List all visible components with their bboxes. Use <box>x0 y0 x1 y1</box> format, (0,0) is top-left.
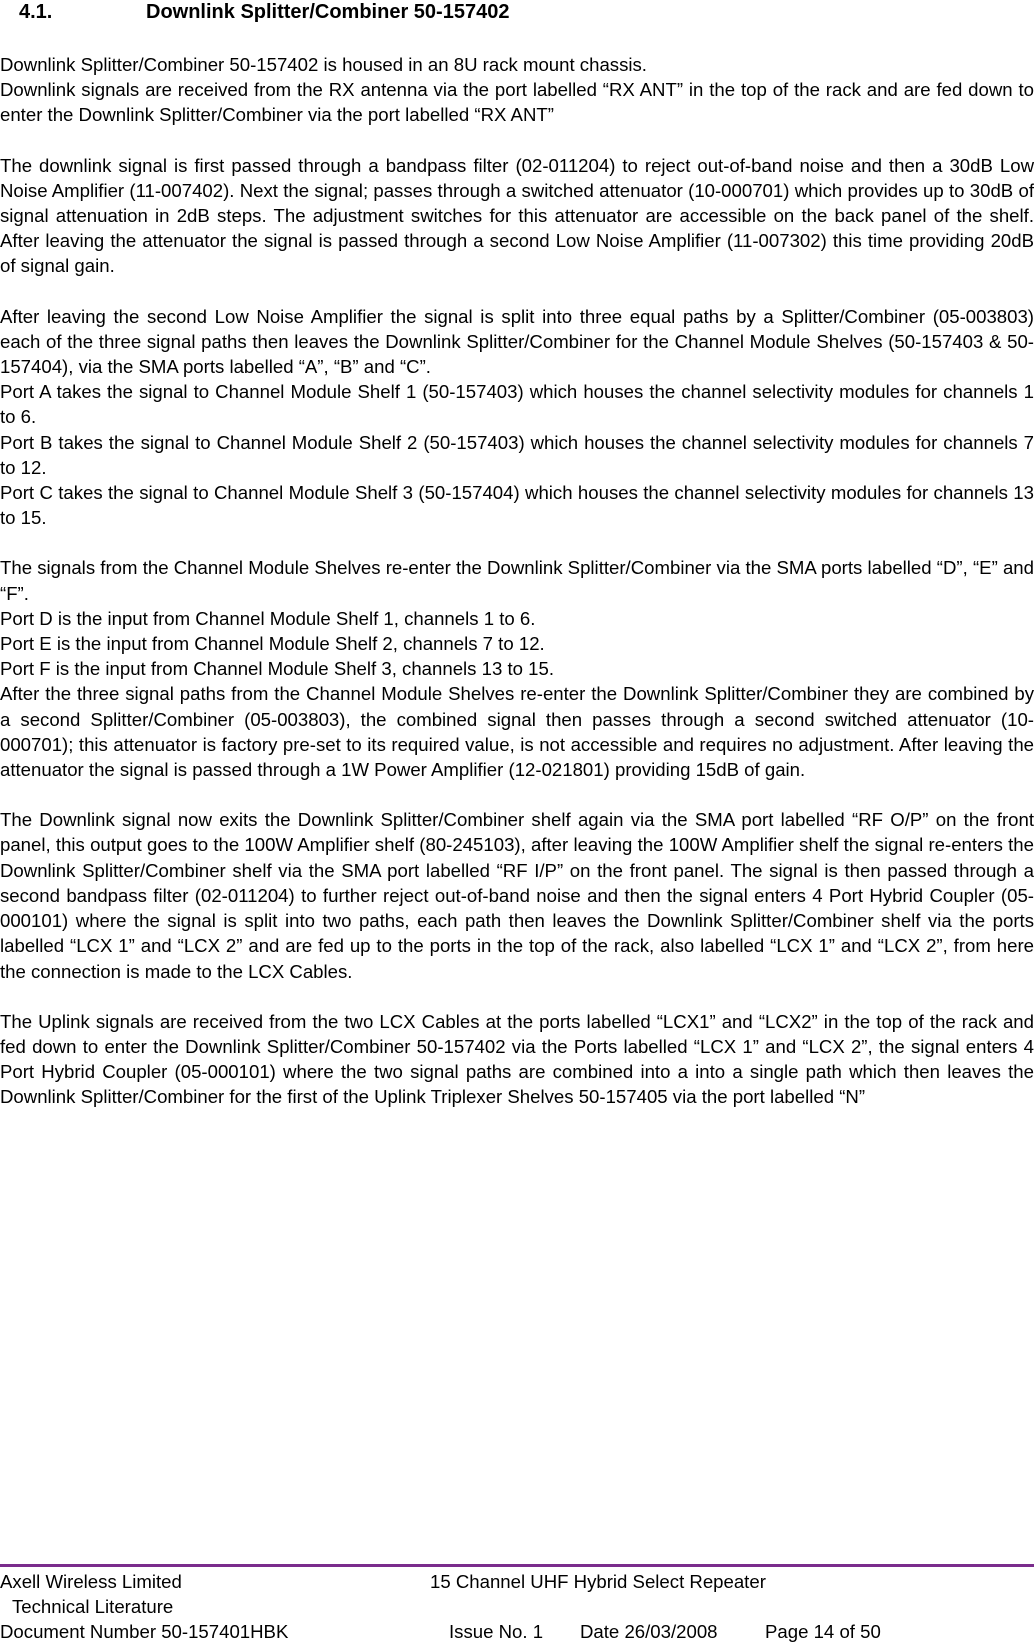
section-number: 4.1. <box>19 1 53 23</box>
paragraph: Port B takes the signal to Channel Module Shelf 2 (50-157403) which houses the channel selectivity modules for channels 7 to 12. <box>0 431 1034 478</box>
section-heading <box>19 0 509 24</box>
footer-company: Axell Wireless Limited <box>0 1571 182 1592</box>
paragraph: Port D is the input from Channel Module Shelf 1, channels 1 to 6. <box>0 607 536 629</box>
paragraph: Downlink Splitter/Combiner 50-157402 is housed in an 8U rack mount chassis. <box>0 54 647 75</box>
paragraph-spacer <box>0 782 1034 807</box>
footer-issue: Issue No. 1 <box>449 1621 544 1642</box>
paragraph: The Uplink signals are received from the two LCX Cables at the ports labelled “LCX1” and “LCX2” in the top of the rack and fed down to enter the Downlink Splitter/Combiner 50-157402 via the Ports labelled “LCX 1” and “LCX 2”, the signal enters 4 Port Hybrid Coupler (05-000101) where the two signal paths are combined into a into a single path which then leaves the Downlink Splitter/Combiner for the first of the Uplink Triplexer Shelves 50-157405 via the port labelled “N” <box>0 1010 1034 1108</box>
paragraph-spacer <box>0 279 1034 304</box>
section-title: Downlink Splitter/Combiner 50-157402 <box>146 1 510 23</box>
page-footer <box>0 1569 1034 1644</box>
paragraph: The Downlink signal now exits the Downlink Splitter/Combiner shelf again via the SMA port labelled “RF O/P” on the front panel, this output goes to the 100W Amplifier shelf (80-245103), after leaving the 100W Amplifier shelf the signal re-enters the Downlink Splitter/Combiner shelf via the SMA port labelled “RF I/P” on the front panel. The signal is then passed through a second bandpass filter (02-011204) to further reject out-of-band noise and then the signal enters 4 Port Hybrid Coupler (05-000101) where the signal is split into two paths, each path then leaves the Downlink Splitter/Combiner shelf via the ports labelled “LCX 1” and “LCX 2” and are fed up to the ports in the top of the rack, also labelled “LCX 1” and “LCX 2”, from here the connection is made to the LCX Cables. <box>0 809 1034 982</box>
footer-row <box>0 1569 1034 1594</box>
footer-date: Date 26/03/2008 <box>580 1621 718 1642</box>
paragraph-spacer <box>0 530 1034 555</box>
paragraph: Port C takes the signal to Channel Module Shelf 3 (50-157404) which houses the channel selectivity modules for channels 13 to 15. <box>0 482 1034 529</box>
footer-divider <box>0 1564 1034 1567</box>
paragraph: Port A takes the signal to Channel Module Shelf 1 (50-157403) which houses the channel selectivity modules for channels 1 to 6. <box>0 381 1034 428</box>
paragraph-spacer <box>0 128 1034 153</box>
footer-product: 15 Channel UHF Hybrid Select Repeater <box>430 1571 766 1592</box>
footer-page-number: Page 14 of 50 <box>765 1621 881 1642</box>
paragraph: The downlink signal is first passed through a bandpass filter (02-011204) to reject out-of-band noise and then a 30dB Low Noise Amplifier (11-007402). Next the signal; passes through a switched attenuator (10-000701) which provides up to 30dB of signal attenuation in 2dB steps. The adjustment switches for this attenuator are accessible on the back panel of the shelf. After leaving the attenuator the signal is passed through a second Low Noise Amplifier (11-007302) this time providing 20dB of signal gain. <box>0 154 1034 277</box>
footer-literature: Technical Literature <box>12 1596 174 1617</box>
paragraph: After the three signal paths from the Channel Module Shelves re-enter the Downlink Splitter/Combiner they are combined by a second Splitter/Combiner (05-003803), the combined signal then passes through a second switched attenuator (10-000701); this attenuator is factory pre-set to its required value, is not accessible and requires no adjustment. After leaving the attenuator the signal is passed through a 1W Power Amplifier (12-021801) providing 15dB of gain. <box>0 683 1034 781</box>
footer-document-number: Document Number 50-157401HBK <box>0 1621 289 1642</box>
paragraph: Port E is the input from Channel Module Shelf 2, channels 7 to 12. <box>0 633 545 655</box>
paragraph-spacer <box>0 984 1034 1009</box>
footer-row <box>0 1619 1034 1644</box>
body-text <box>0 52 1034 1110</box>
paragraph: The signals from the Channel Module Shelves re-enter the Downlink Splitter/Combiner via the SMA ports labelled “D”, “E” and “F”. <box>0 557 1034 604</box>
paragraph: Port F is the input from Channel Module Shelf 3, channels 13 to 15. <box>0 658 554 680</box>
paragraph: After leaving the second Low Noise Amplifier the signal is split into three equal paths by a Splitter/Combiner (05-003803) each of the three signal paths then leaves the Downlink Splitter/Combiner for the Channel Module Shelves (50-157403 & 50-157404), via the SMA ports labelled “A”, “B” and “C”. <box>0 305 1034 378</box>
paragraph: Downlink signals are received from the RX antenna via the port labelled “RX ANT” in the top of the rack and are fed down to enter the Downlink Splitter/Combiner via the port labelled “RX ANT” <box>0 79 1034 126</box>
footer-row <box>0 1594 1034 1619</box>
